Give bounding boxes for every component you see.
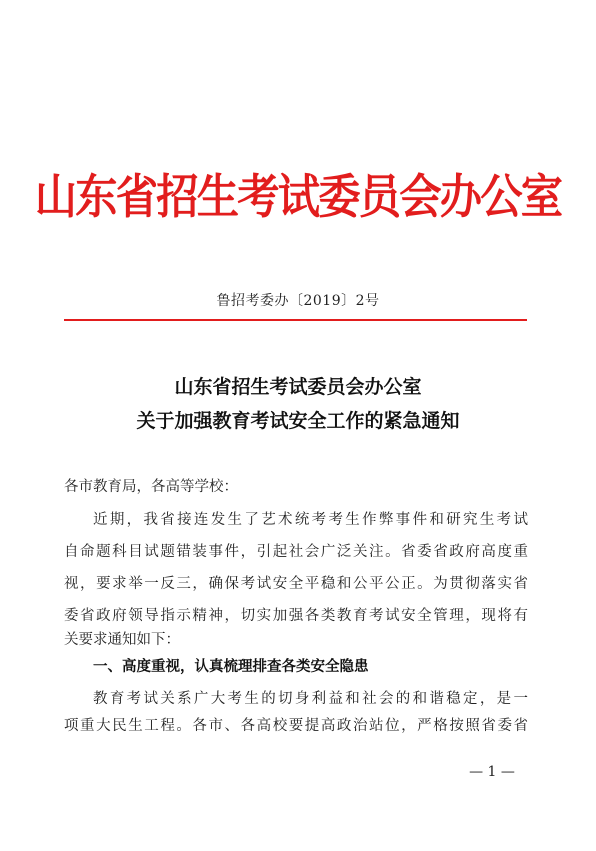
salutation: 各市教育局，各高等学校： bbox=[64, 479, 238, 495]
paragraph-2-line: 教育考试关系广大考生的切身利益和社会的和谐稳定，是一 bbox=[93, 691, 528, 707]
paragraph-1-line: 自命题科目试题错装事件，引起社会广泛关注。省委省政府高度重 bbox=[64, 544, 528, 560]
document-title-line-1: 山东省招生考试委员会办公室 bbox=[174, 376, 422, 398]
paragraph-2-line: 项重大民生工程。各市、各高校要提高政治站位，严格按照省委省 bbox=[64, 718, 528, 734]
document-number: 鲁招考委办〔2019〕2号 bbox=[216, 293, 380, 309]
page-number: — 1 — bbox=[469, 764, 515, 780]
paragraph-1-line: 委省政府领导指示精神，切实加强各类教育考试安全管理，现将有 bbox=[64, 608, 528, 624]
document-title-line-2: 关于加强教育考试安全工作的紧急通知 bbox=[136, 410, 460, 432]
paragraph-1-line: 近期，我省接连发生了艺术统考考生作弊事件和研究生考试 bbox=[93, 512, 528, 528]
red-divider-line bbox=[64, 319, 527, 321]
issuer-red-header: 山东省招生考试委员会办公室 bbox=[34, 170, 562, 225]
paragraph-1-line: 关要求通知如下： bbox=[64, 632, 180, 648]
paragraph-1-line: 视，要求举一反三，确保考试安全平稳和公平公正。为贯彻落实省 bbox=[64, 576, 528, 592]
section-1-heading: 一、高度重视，认真梳理排查各类安全隐患 bbox=[93, 658, 369, 675]
